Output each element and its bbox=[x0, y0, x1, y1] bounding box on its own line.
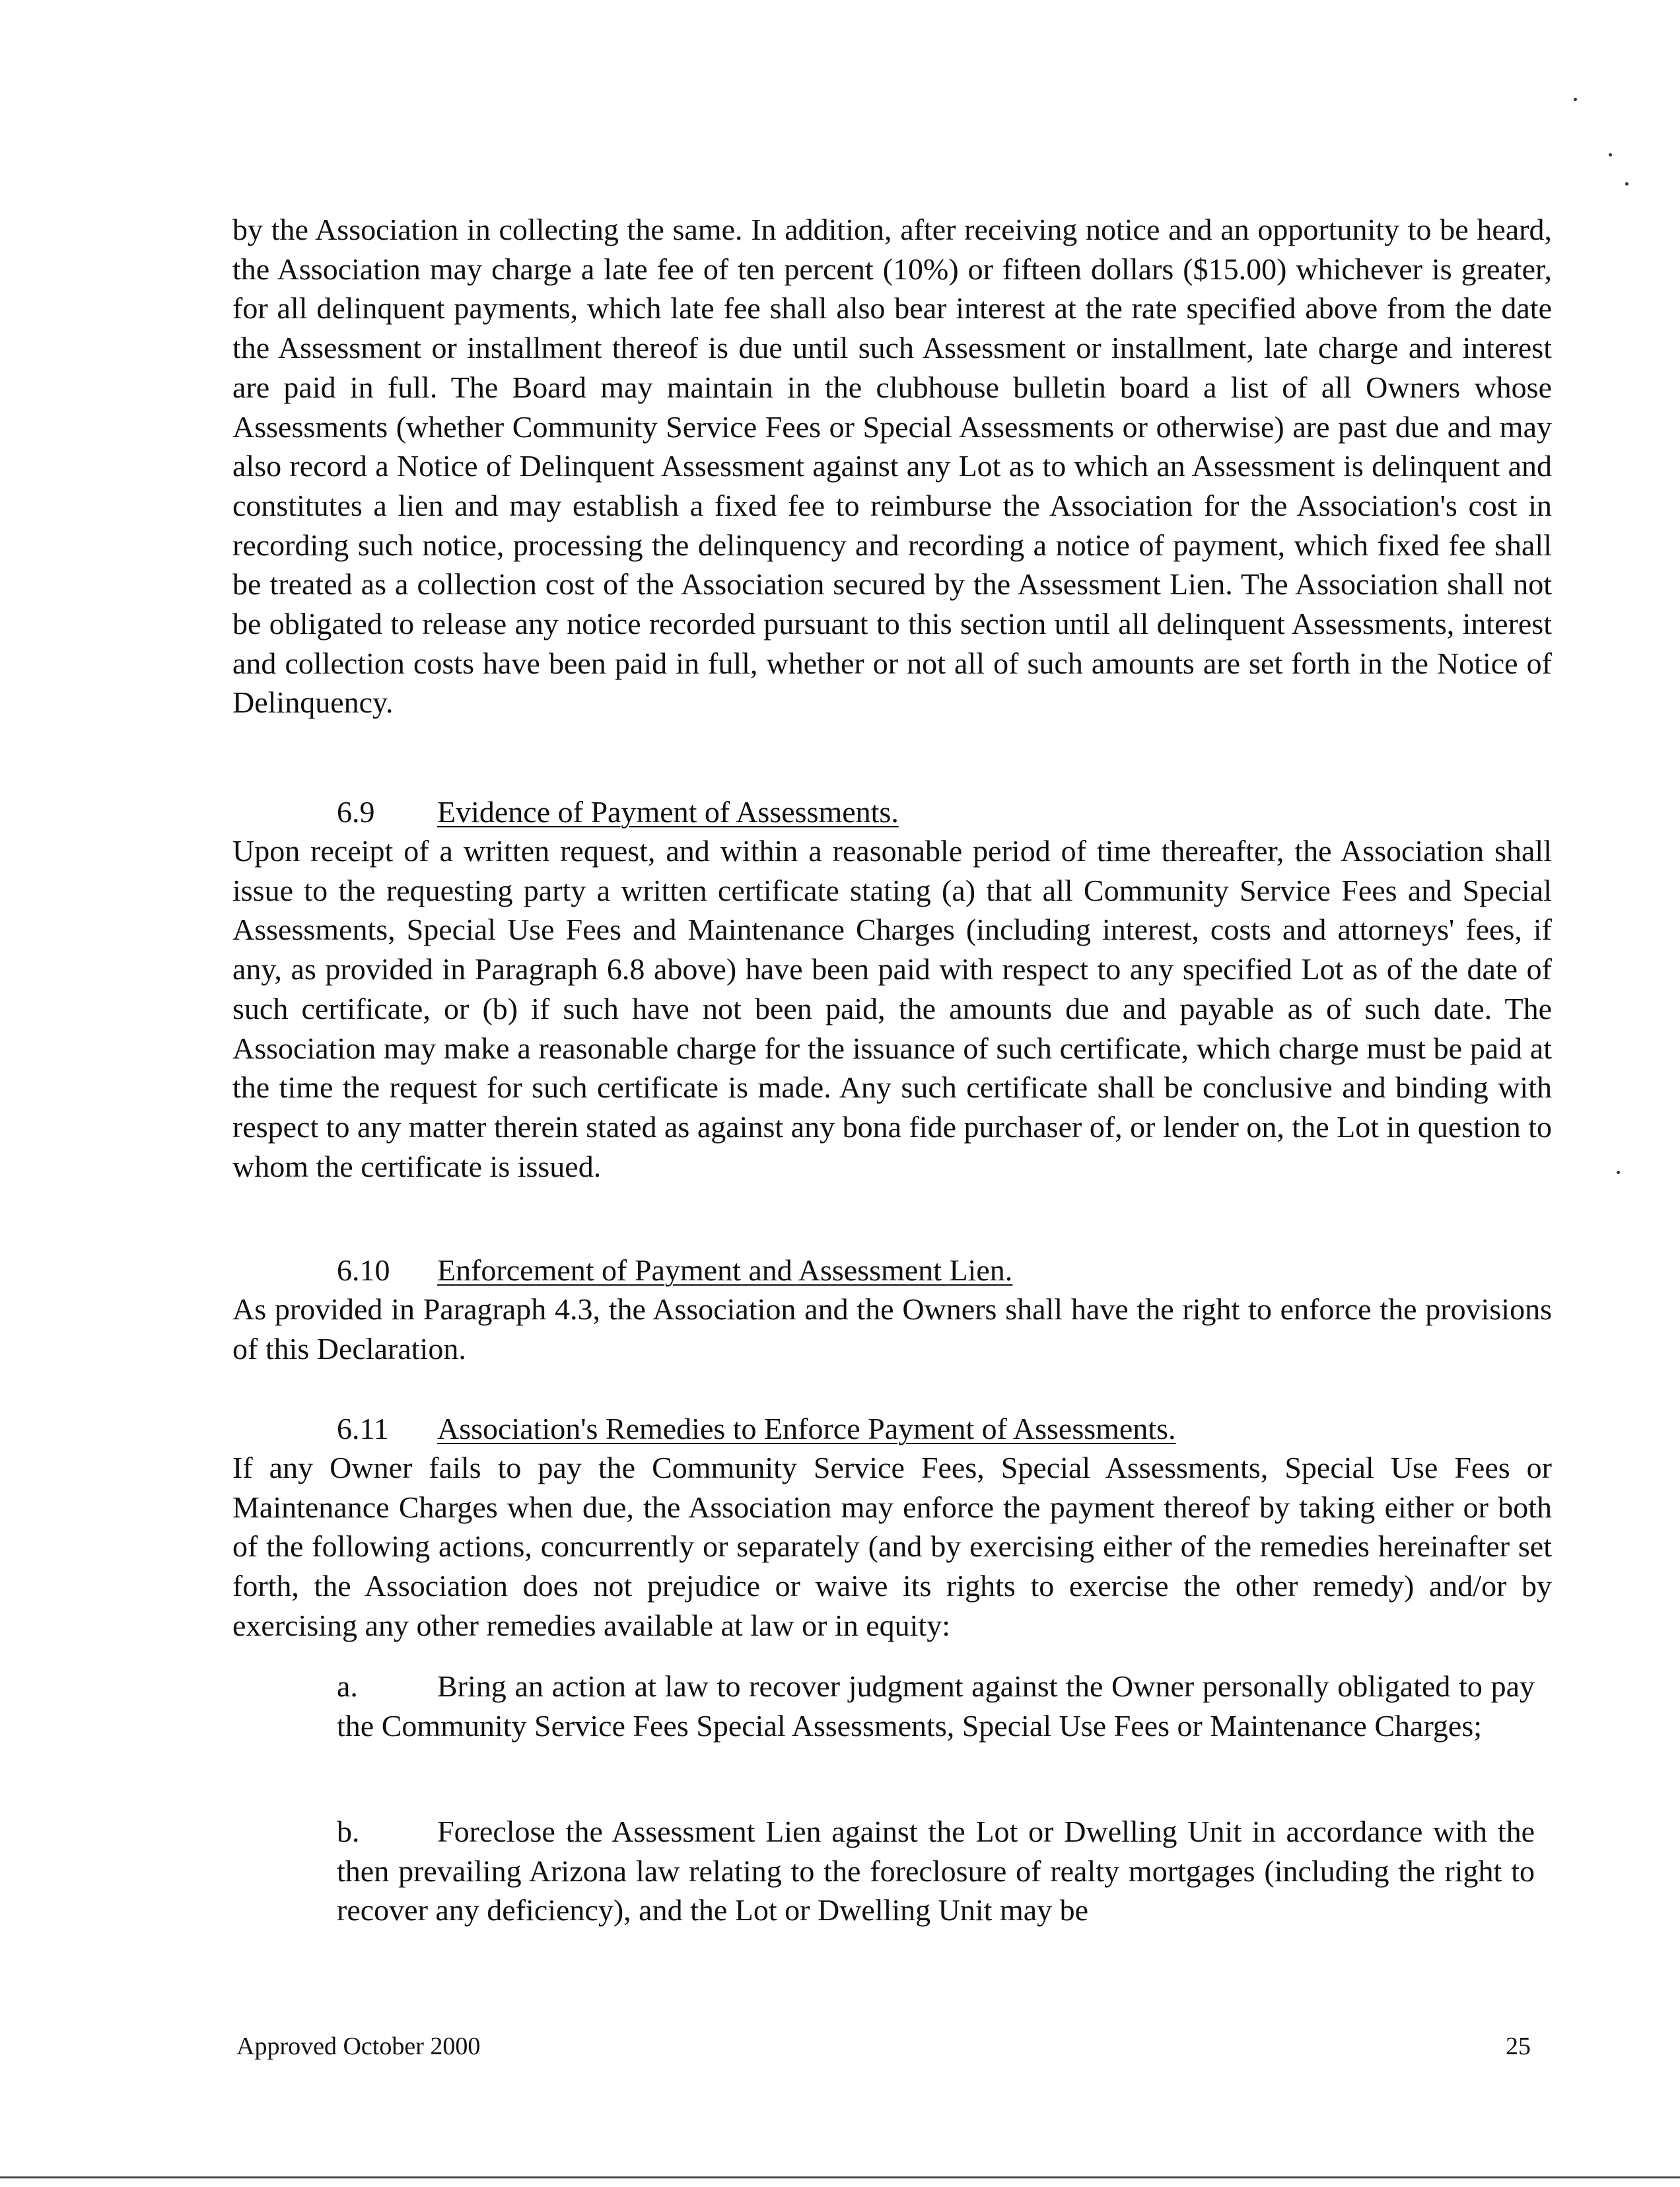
scan-bottom-edge bbox=[0, 2176, 1680, 2178]
section-number: 6.10 bbox=[337, 1253, 390, 1287]
section-body-6-9: Upon receipt of a written request, and within a reasonable period of time thereafter, the Association shall issue to the requesting party a written certificate stating (a) that all Community Service Fees and Special Assessments, Special Use Fees and Maintenance Charges (including interest, costs and attorneys' fees, if any, as provided in Paragraph 6.8 above) have been paid with respect to any specified Lot as of the date of such certificate, or (b) if such have not been paid, the amounts due and payable as of such date. The Association may make a reasonable charge for the issuance of such certificate, which charge must be paid at the time the request for such certificate is made. Any such certificate shall be conclusive and binding with respect to any matter therein stated as against any bona fide purchaser of, or lender on, the Lot in question to whom the certificate is issued. bbox=[232, 834, 1552, 1183]
scan-speck bbox=[1625, 182, 1628, 186]
footer-approved-date: Approved October 2000 bbox=[236, 2032, 481, 2060]
top-paragraph: by the Association in collecting the same. In addition, after receiving notice and an opportunity to be heard, the Association may charge a late fee of ten percent (10%) or fifteen dollars ($15.00) whichever is greater, for all delinquent payments, which late fee shall also bear interest at the rate specified above from the date the Assessment or installment thereof is due until such Assessment or installment, late charge and interest are paid in full. The Board may maintain in the clubhouse bulletin board a list of all Owners whose Assessments (whether Community Service Fees or Special Assessments or otherwise) are past due and may also record a Notice of Delinquent Assessment against any Lot as to which an Assessment is delinquent and constitutes a lien and may establish a fixed fee to reimburse the Association for the Association's cost in recording such notice, processing the delinquency and recording a notice of payment, which fixed fee shall be treated as a collection cost of the Association secured by the Assessment Lien. The Association shall not be obligated to release any notice recorded pursuant to this section until all delinquent Assessments, interest and collection costs have been paid in full, whether or not all of such amounts are set forth in the Notice of Delinquency. bbox=[232, 213, 1552, 720]
remedy-item-b bbox=[337, 1812, 1535, 1930]
scan-speck bbox=[1574, 98, 1577, 101]
section-number: 6.9 bbox=[337, 795, 375, 829]
remedy-label: b. bbox=[337, 1815, 360, 1848]
section-body-6-11: If any Owner fails to pay the Community Service Fees, Special Assessments, Special Use Fees or Maintenance Charges when due, the Association may enforce the payment thereof by taking either or both of the following actions, concurrently or separately (and by exercising either of the remedies hereinafter set forth, the Association does not prejudice or waive its rights to exercise the other remedy) and/or by exercising any other remedies available at law or in equity: bbox=[232, 1451, 1552, 1642]
section-heading-6-11 bbox=[337, 1409, 1176, 1449]
section-title: Evidence of Payment of Assessments. bbox=[437, 795, 899, 829]
remedy-item-a bbox=[337, 1667, 1535, 1745]
section-body-6-10: As provided in Paragraph 4.3, the Association and the Owners shall have the right to enforce the provisions of this Declaration. bbox=[232, 1292, 1552, 1366]
remedy-text: Foreclose the Assessment Lien against the Lot or Dwelling Unit in accordance with the then prevailing Arizona law relating to the foreclosure of realty mortgages (including the right to recover any deficiency), and the Lot or Dwelling Unit may be bbox=[337, 1815, 1535, 1927]
section-heading-6-9 bbox=[337, 792, 899, 832]
page-number: 25 bbox=[1506, 2032, 1531, 2060]
section-number: 6.11 bbox=[337, 1412, 389, 1445]
remedy-label: a. bbox=[337, 1669, 358, 1703]
scan-speck bbox=[1609, 153, 1612, 156]
section-title: Enforcement of Payment and Assessment Lien. bbox=[437, 1253, 1013, 1287]
section-heading-6-10 bbox=[337, 1251, 1012, 1290]
scan-speck bbox=[1617, 1171, 1620, 1174]
remedy-text: Bring an action at law to recover judgment against the Owner personally obligated to pay the Community Service Fees Special Assessments, Special Use Fees or Maintenance Charges; bbox=[337, 1669, 1535, 1743]
section-title: Association's Remedies to Enforce Payment of Assessments. bbox=[437, 1412, 1176, 1445]
